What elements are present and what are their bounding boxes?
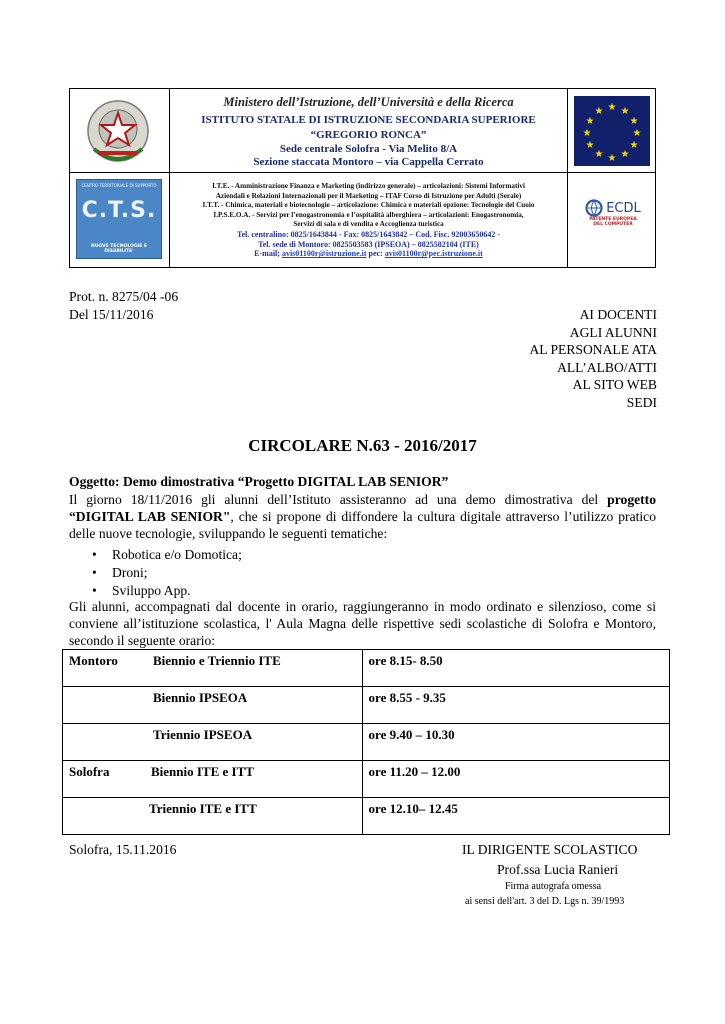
table-cell [63,761,363,798]
italian-republic-emblem [80,95,156,167]
pec-link[interactable]: avis01100r@pec.istruzione.it [384,249,483,259]
ecdl-caption: PATENTE EUROPEA [589,217,637,222]
svg-text:★: ★ [582,128,592,139]
ecdl-globe-icon [585,199,603,217]
table-row [63,798,670,835]
svg-text:★: ★ [629,116,639,127]
table-row [63,761,670,798]
email-link[interactable]: avis01100r@istruzione.it [281,249,367,259]
school-name: “GREGORIO RONCA” [310,129,427,141]
svg-text:★: ★ [607,102,617,113]
cts-logo-caption: NUOVE TECNOLOGIE E DISABILITA' [91,244,147,254]
time-cell: ore 9.40 – 10.30 [362,724,669,761]
protocol-block [69,288,178,324]
instructions-paragraph: Gli alunni, accompagnati dal docente in orario, raggiungeranno in modo ordinato e silenzioso, come si conviene all’istituzione scolastica, l' Aula Magna delle rispettive sedi scolastiche di Solofra e Montoro, secondo il seguente orario: [69,599,656,648]
recipients [529,306,657,411]
cts-logo-top: CENTRO TERRITORIALE DI SUPPORTO [81,183,157,188]
ministry-heading: Ministero dell’Istruzione, dell’Università e della Ricerca [223,95,514,109]
protocol-date: Del 15/11/2016 [69,307,154,322]
topic-item: • Sviluppo App. [92,582,242,600]
divider [70,172,655,173]
info-line: I.P.S.E.O.A. - Servizi per l’enogastronomia e l’ospitalità alberghiera – articolazioni: Enogastronomia, [213,210,524,219]
recipient: AGLI ALUNNI [569,324,657,340]
topics-list [92,546,242,600]
cts-logo-text: C.T.S. [81,198,157,223]
group-label: Triennio ITE e ITT [149,801,257,816]
svg-text:★: ★ [585,140,595,151]
svg-text:★: ★ [594,106,604,117]
svg-text:★: ★ [620,106,630,117]
letterhead [69,88,656,268]
topic-item: • Droni; [92,564,242,582]
group-label: Biennio IPSEOA [153,690,248,705]
recipient: AL PERSONALE ATA [529,342,657,357]
signature-law-note: ai sensi dell'art. 3 del D. Lgs n. 39/1993 [465,896,625,907]
table-cell [63,724,363,761]
svg-text:★: ★ [607,153,617,164]
signatory-role: IL DIRIGENTE SCOLASTICO [462,842,638,857]
eu-flag [574,96,650,166]
svg-text:★: ★ [594,149,604,160]
email-label: E-mail; [254,249,280,259]
info-line: Servizi di sala e di vendita e Accoglienza turistica [293,220,444,229]
svg-text:★: ★ [620,149,630,160]
recipient: ALL’ALBO/ATTI [557,359,657,375]
intro-text: Il giorno 18/11/2016 gli alunni dell’Istituto assisteranno ad una demo dimostrativa del [69,492,608,507]
recipient: AI DOCENTI [579,307,657,322]
institute-name: ISTITUTO STATALE DI ISTRUZIONE SECONDARIA SUPERIORE [201,114,536,126]
table-cell [63,687,363,724]
schedule-table [62,649,670,835]
signature-note: Firma autografa omessa [505,881,602,892]
info-line: I.T.T. - Chimica, materiali e biotecnologie – articolazione: Chimica e materiali opzione: Tecnologie del Cuoio [202,201,535,210]
project-name: progetto “DIGITAL LAB SENIOR" [69,492,656,524]
time-cell: ore 8.55 - 9.35 [362,687,669,724]
info-line: Aziendali e Relazioni Internazionali per il Marketing – ITAF Corso di Istruzione per Adulti (Serale) [215,191,522,200]
circular-title: CIRCOLARE N.63 - 2016/2017 [248,436,477,455]
site-label: Montoro [69,653,118,668]
recipient: AL SITO WEB [572,377,657,392]
divider [567,89,568,267]
place-date: Solofra, 15.11.2016 [69,842,177,857]
group-label: Biennio ITE e ITT [151,764,254,779]
ecdl-caption: DEL COMPUTER [593,222,633,227]
ecdl-logo [574,199,652,227]
svg-text:★: ★ [585,116,595,127]
main-site: Sede centrale Solofra - Via Melito 8/A [279,143,458,155]
time-cell: ore 8.15- 8.50 [362,650,669,687]
table-cell [63,650,363,687]
table-cell [63,798,363,835]
cts-logo [76,179,162,259]
pec-label: pec: [368,249,383,259]
branch-site: Sezione staccata Montoro – via Cappella Cerrato [253,156,484,168]
site-label: Solofra [69,764,110,779]
intro-paragraph [69,491,656,542]
time-cell: ore 12.10– 12.45 [362,798,669,835]
svg-text:★: ★ [629,140,639,151]
signatory-name: Prof.ssa Lucia Ranieri [497,862,619,877]
recipient: SEDI [626,394,657,410]
topic-item: • Robotica e/o Domotica; [92,546,242,564]
ecdl-text: ECDL [606,200,641,216]
subject: Oggetto: Demo dimostrativa “Progetto DIGITAL LAB SENIOR” [69,474,449,489]
intro-text-cont: , che si propone di diffondere la cultura digitale attraverso l’utilizzo pratico delle nuove tecnologie, sviluppando le seguenti tematiche: [69,509,657,541]
group-label: Biennio e Triennio ITE [153,653,281,668]
contact-line: Tel. centralino: 0825/1643844 - Fax: 0825/1643842 – Cod. Fisc. 92003650642 - [236,229,501,239]
info-line: I.T.E. - Amministrazione Finanza e Marketing (indirizzo generale) – articolazioni: Sistemi Informativi [212,182,525,190]
group-label: Triennio IPSEOA [153,727,253,742]
contact-line: Tel. sede di Montoro: 0825503583 (IPSEOA) – 0825502104 (ITE) [258,239,479,249]
table-row [63,687,670,724]
protocol-number: Prot. n. 8275/04 -06 [69,289,179,304]
time-cell: ore 11.20 – 12.00 [362,761,669,798]
svg-text:★: ★ [632,128,642,139]
table-row [63,650,670,687]
school-info [172,182,565,259]
table-row [63,724,670,761]
